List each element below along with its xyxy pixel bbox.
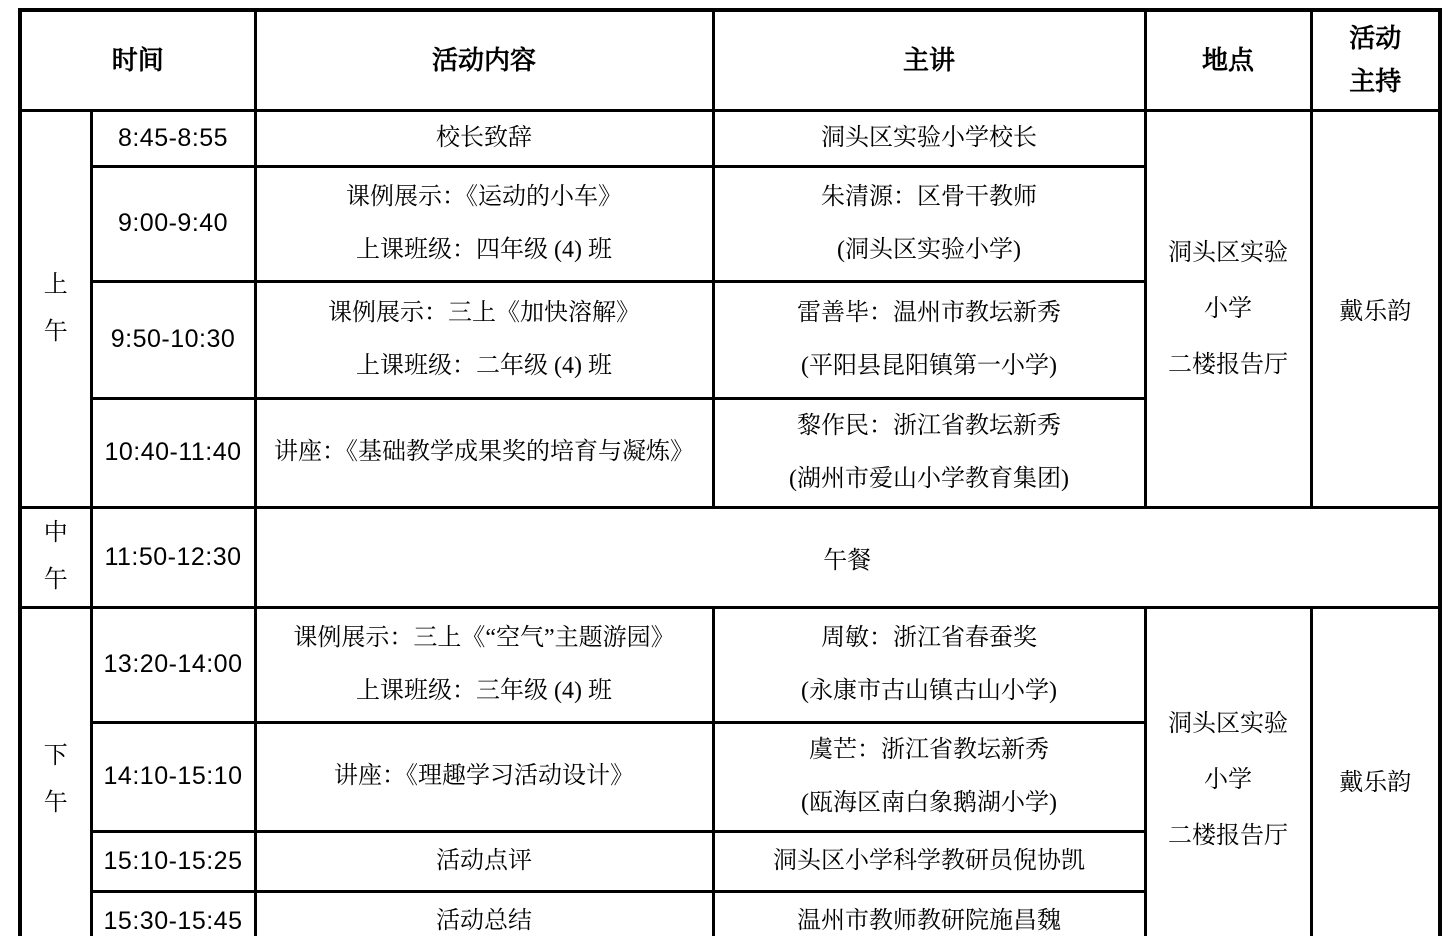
- speaker-cell: [713, 722, 1145, 831]
- speaker-line: 雷善毕：温州市教坛新秀: [797, 299, 1062, 326]
- speaker-line: (平阳县昆阳镇第一小学): [801, 352, 1057, 379]
- activity-cell: [255, 891, 713, 936]
- activity-line: 上课班级：二年级 (4) 班: [356, 352, 612, 379]
- speaker-line: 周敏：浙江省春蚕奖: [821, 624, 1038, 651]
- period-morning-line1: 上: [43, 271, 68, 298]
- lunch-cell: 午餐: [255, 507, 1440, 607]
- col-header-host-line1: 活动: [1349, 23, 1402, 54]
- speaker-cell: [713, 607, 1145, 722]
- period-afternoon-line2: 午: [43, 789, 68, 816]
- speaker-line: (瓯海区南白象鹅湖小学): [801, 789, 1057, 816]
- table-row-morning-1: [20, 110, 1440, 166]
- period-cell-afternoon: [20, 607, 91, 936]
- time-cell: 11:50-12:30: [91, 507, 255, 607]
- activity-line: 课例展示：《运动的小车》: [346, 183, 623, 210]
- period-noon-line2: 午: [43, 567, 68, 593]
- speaker-line: 黎作民：浙江省教坛新秀: [797, 412, 1062, 439]
- speaker-line: (湖州市爱山小学教育集团): [789, 465, 1069, 492]
- activity-line: 讲座：《基础教学成果奖的培育与凝炼》: [274, 439, 695, 465]
- speaker-line: 温州市教师教研院施昌魏: [797, 908, 1062, 935]
- time-cell: 9:00-9:40: [91, 166, 255, 281]
- col-header-host: [1311, 10, 1440, 110]
- location-line: 二楼报告厅: [1168, 822, 1289, 849]
- activity-cell: [255, 166, 713, 281]
- period-noon-line1: 中: [43, 520, 68, 546]
- speaker-line: 洞头区实验小学校长: [821, 124, 1038, 151]
- speaker-cell: [713, 831, 1145, 891]
- col-header-time: 时间: [20, 10, 255, 110]
- location-line: 二楼报告厅: [1168, 351, 1289, 378]
- col-header-content: 活动内容: [255, 10, 713, 110]
- time-cell: 15:30-15:45: [91, 891, 255, 936]
- col-header-host-line2: 主持: [1349, 66, 1402, 97]
- speaker-line: (洞头区实验小学): [837, 236, 1021, 263]
- time-cell: 13:20-14:00: [91, 607, 255, 722]
- activity-cell: [255, 722, 713, 831]
- header-row: [20, 10, 1440, 110]
- activity-line: 校长致辞: [436, 124, 533, 151]
- activity-cell: [255, 831, 713, 891]
- activity-cell: [255, 110, 713, 166]
- col-header-speaker: 主讲: [713, 10, 1145, 110]
- period-cell-morning: [20, 110, 91, 507]
- speaker-cell: [713, 110, 1145, 166]
- speaker-line: 朱清源：区骨干教师: [821, 183, 1038, 210]
- period-morning-line2: 午: [43, 318, 68, 345]
- activity-line: 课例展示：三上《加快溶解》: [328, 299, 641, 326]
- period-cell-noon: [20, 507, 91, 607]
- time-cell: 9:50-10:30: [91, 281, 255, 398]
- table-row-noon: [20, 507, 1440, 607]
- activity-line: 上课班级：三年级 (4) 班: [356, 677, 612, 704]
- host-cell-afternoon: 戴乐韵: [1311, 607, 1440, 936]
- location-line: 小学: [1204, 766, 1253, 793]
- speaker-line: (永康市古山镇古山小学): [801, 677, 1057, 704]
- col-header-location: 地点: [1145, 10, 1311, 110]
- speaker-line: 虞芒：浙江省教坛新秀: [809, 736, 1050, 763]
- location-line: 洞头区实验: [1168, 239, 1289, 266]
- activity-line: 讲座：《理趣学习活动设计》: [334, 763, 635, 789]
- activity-line: 活动点评: [436, 847, 533, 874]
- speaker-cell: [713, 398, 1145, 507]
- time-cell: 15:10-15:25: [91, 831, 255, 891]
- speaker-cell: [713, 166, 1145, 281]
- location-line: 小学: [1204, 295, 1253, 322]
- activity-cell: [255, 398, 713, 507]
- activity-line: 课例展示：三上《“空气”主题游园》: [293, 624, 675, 651]
- schedule-table: [18, 8, 1442, 936]
- activity-line: 上课班级：四年级 (4) 班: [356, 236, 612, 263]
- period-afternoon-line1: 下: [43, 742, 68, 769]
- location-cell-afternoon: [1145, 607, 1311, 936]
- speaker-cell: [713, 281, 1145, 398]
- location-line: 洞头区实验: [1168, 710, 1289, 737]
- activity-line: 活动总结: [436, 908, 533, 935]
- time-cell: 10:40-11:40: [91, 398, 255, 507]
- host-cell-morning: 戴乐韵: [1311, 110, 1440, 507]
- activity-cell: [255, 281, 713, 398]
- speaker-line: 洞头区小学科学教研员倪协凯: [773, 847, 1086, 874]
- activity-cell: [255, 607, 713, 722]
- time-cell: 8:45-8:55: [91, 110, 255, 166]
- table-row-afternoon-1: [20, 607, 1440, 722]
- time-cell: 14:10-15:10: [91, 722, 255, 831]
- location-cell-morning: [1145, 110, 1311, 507]
- speaker-cell: [713, 891, 1145, 936]
